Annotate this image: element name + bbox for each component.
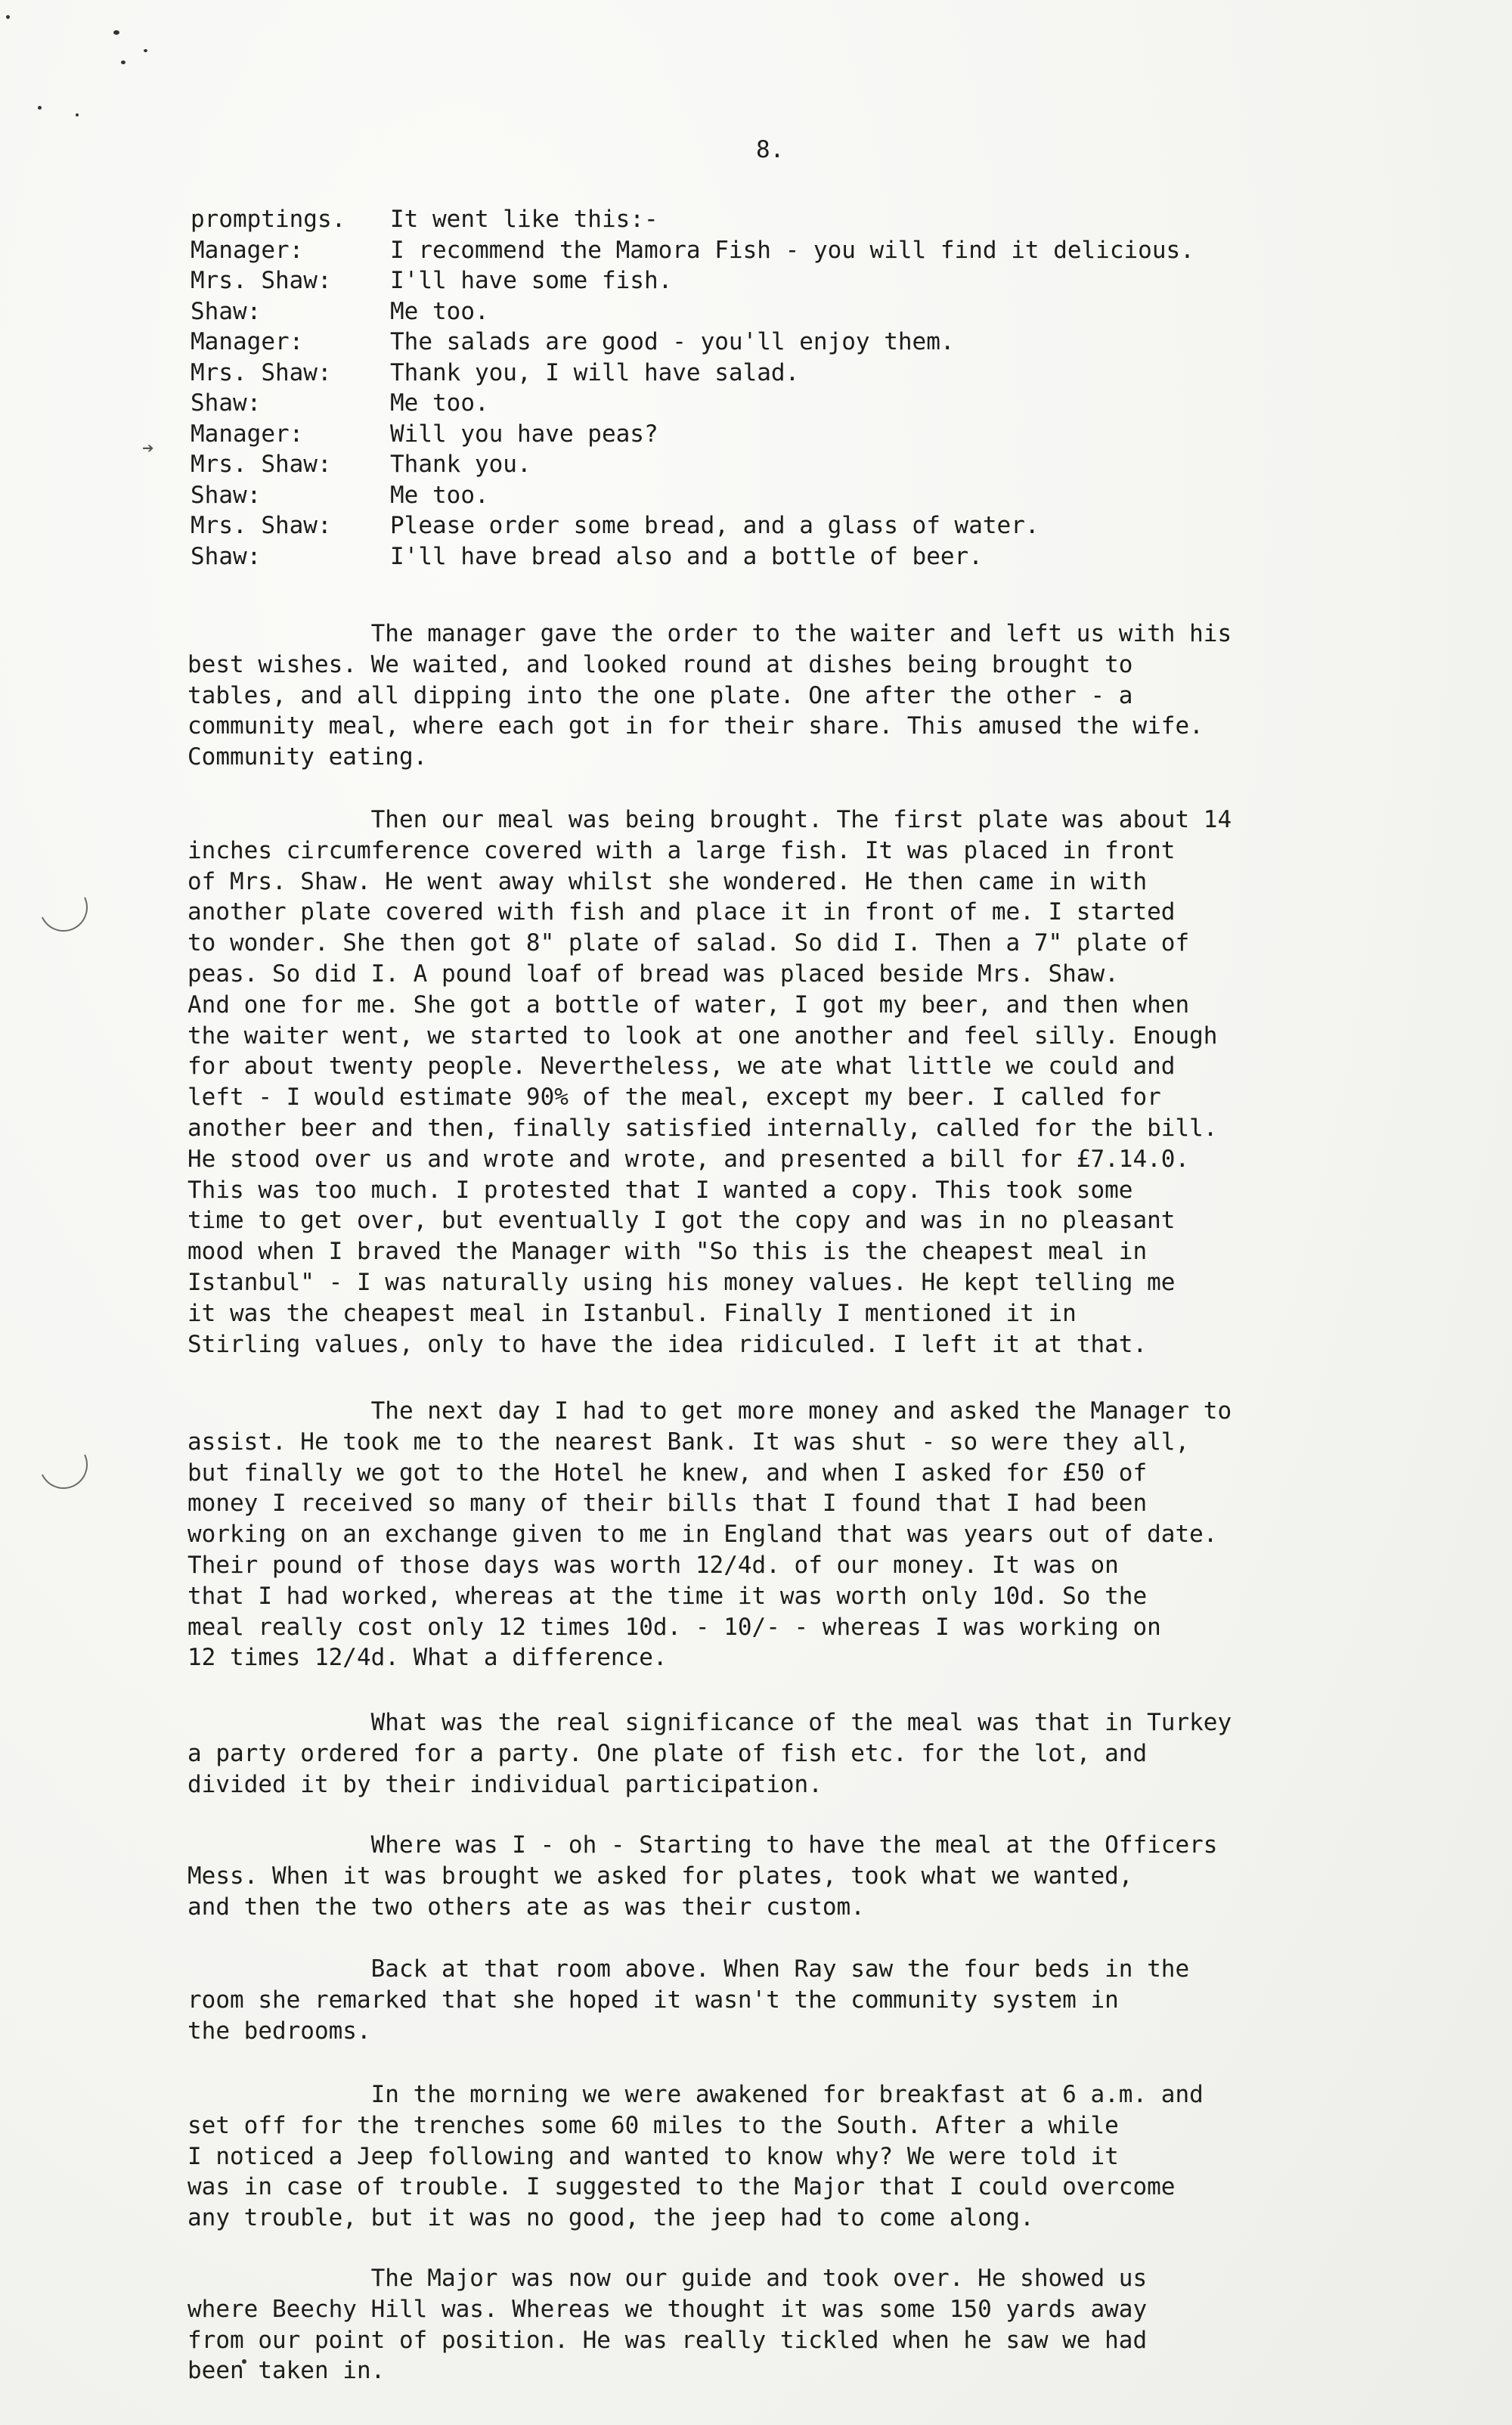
dialogue-speaker: Shaw: bbox=[191, 542, 262, 570]
dialogue-speech: Please order some bread, and a glass of water. bbox=[390, 512, 1040, 539]
dialogue-line bbox=[191, 204, 1370, 235]
paragraph: Back at that room above. When Ray saw the four beds in the room she remarked that she hoped it wasn't the community system in the bedrooms. bbox=[187, 1955, 1190, 2045]
dialogue-line bbox=[191, 449, 1370, 480]
dialogue-speech: Me too. bbox=[390, 481, 489, 509]
dialogue-block bbox=[191, 204, 1370, 572]
dialogue-line bbox=[191, 358, 1370, 389]
dialogue-line bbox=[191, 265, 1370, 296]
punch-hole-mark bbox=[33, 876, 94, 938]
paragraph: In the morning we were awakened for breakfast at 6 a.m. and set off for the trenches some 60 miles to the South. After a while I noticed a Jeep following and wanted to know why? We were told it was in case of trouble. I suggested to the Major that I could overcome any trouble, but it was no good, the jeep had to come along. bbox=[187, 2081, 1204, 2232]
punch-hole-mark bbox=[33, 1434, 94, 1496]
dialogue-line bbox=[191, 296, 1370, 327]
dialogue-speaker: Shaw: bbox=[191, 389, 262, 417]
dialogue-speaker: promptings. bbox=[191, 206, 346, 233]
dialogue-speech: I'll have some fish. bbox=[390, 267, 673, 294]
ink-speck bbox=[76, 113, 79, 116]
dialogue-speaker: Shaw: bbox=[191, 481, 262, 509]
dialogue-speech: I recommend the Mamora Fish - you will find it delicious. bbox=[390, 236, 1194, 264]
dialogue-line bbox=[191, 419, 1370, 450]
dialogue-speaker: Manager: bbox=[191, 236, 304, 264]
dialogue-speech: Thank you. bbox=[390, 451, 531, 478]
dialogue-speech: Thank you, I will have salad. bbox=[390, 358, 800, 386]
paragraph: Then our meal was being brought. The first plate was about 14 inches circumference covered with a large fish. It was placed in front of Mrs. Shaw. He went away whilst she wondered. He then came in with another plate covered with fish and place it in front of me. I started to wonder. She then got 8" plate of salad. So did I. Then a 7" plate of peas. So did I. A pound loaf of bread was placed beside Mrs. Shaw. And one for me. She got a bottle of water, I got my beer, and then when the waiter went, we started to look at one another and feel silly. Enough for about twenty people. Nevertheless, we ate what little we could and left - I would estimate 90% of the meal, except my beer. I called for another beer and then, finally satisfied internally, called for the bill. He stood over us and wrote and wrote, and presented a bill for £7.14.0. This was too much. I protested that I wanted a copy. This took some time to get over, but eventually I got the copy and was in no pleasant mood when I braved the Manager with "So this is the cheapest meal in Istanbul" - I was naturally using his money values. He kept telling me it was the cheapest meal in Istanbul. Finally I mentioned it in Stirling values, only to have the idea ridiculed. I left it at that. bbox=[187, 806, 1232, 1358]
paragraph: What was the real significance of the meal was that in Turkey a party ordered for a party. One plate of fish etc. for the lot, and divided it by their individual participation. bbox=[187, 1709, 1232, 1798]
ink-speck bbox=[113, 30, 119, 35]
dialogue-line bbox=[191, 235, 1370, 266]
dialogue-speech: Me too. bbox=[390, 297, 489, 325]
dialogue-speaker: Manager: bbox=[191, 420, 304, 448]
dialogue-speech: It went like this:- bbox=[390, 206, 658, 233]
dialogue-speaker: Mrs. Shaw: bbox=[191, 451, 332, 478]
paragraph: The Major was now our guide and took over. He showed us where Beechy Hill was. Whereas we thought it was some 150 yards away from our point of position. He was really tickled when he saw we had been taken in. bbox=[187, 2265, 1148, 2385]
dialogue-line bbox=[191, 480, 1370, 511]
dialogue-speech: Will you have peas? bbox=[390, 420, 658, 448]
dialogue-speaker: Manager: bbox=[191, 328, 304, 355]
dialogue-speaker: Mrs. Shaw: bbox=[191, 512, 332, 539]
ink-speck bbox=[38, 106, 42, 110]
margin-arrow-mark: ➔ bbox=[142, 437, 154, 460]
paragraph: The next day I had to get more money and asked the Manager to assist. He took me to the nearest Bank. It was shut - so were they all, but finally we got to the Hotel he knew, and when I asked for £50 of money I received so many of their bills that I found that I had been working on an exchange given to me in England that was years out of date. Their pound of those days was worth 12/4d. of our money. It was on that I had worked, whereas at the time it was worth only 10d. So the meal really cost only 12 times 10d. - 10/- - whereas I was working on 12 times 12/4d. What a difference. bbox=[187, 1397, 1232, 1672]
paragraph: The manager gave the order to the waiter and left us with his best wishes. We waited, and looked round at dishes being brought to tables, and all dipping into the one plate. One after the other - a community meal, where each got in for their share. This amused the wife. Community eating. bbox=[187, 620, 1232, 771]
dialogue-speaker: Mrs. Shaw: bbox=[191, 358, 332, 386]
dialogue-line bbox=[191, 388, 1370, 419]
dialogue-line bbox=[191, 510, 1370, 541]
dialogue-line bbox=[191, 327, 1370, 358]
ink-speck bbox=[6, 15, 10, 19]
dialogue-speech: Me too. bbox=[390, 389, 489, 417]
page-number: 8. bbox=[756, 136, 785, 163]
dialogue-speaker: Shaw: bbox=[191, 297, 262, 325]
paragraph: Where was I - oh - Starting to have the meal at the Officers Mess. When it was brought we asked for plates, took what we wanted, and then the two others ate as was their custom. bbox=[187, 1831, 1218, 1921]
ink-speck bbox=[144, 49, 147, 52]
dialogue-speaker: Mrs. Shaw: bbox=[191, 267, 332, 294]
dialogue-speech: The salads are good - you'll enjoy them. bbox=[390, 328, 955, 355]
dialogue-line bbox=[191, 541, 1370, 572]
dialogue-speech: I'll have bread also and a bottle of beer. bbox=[390, 542, 983, 570]
ink-speck bbox=[121, 60, 125, 64]
